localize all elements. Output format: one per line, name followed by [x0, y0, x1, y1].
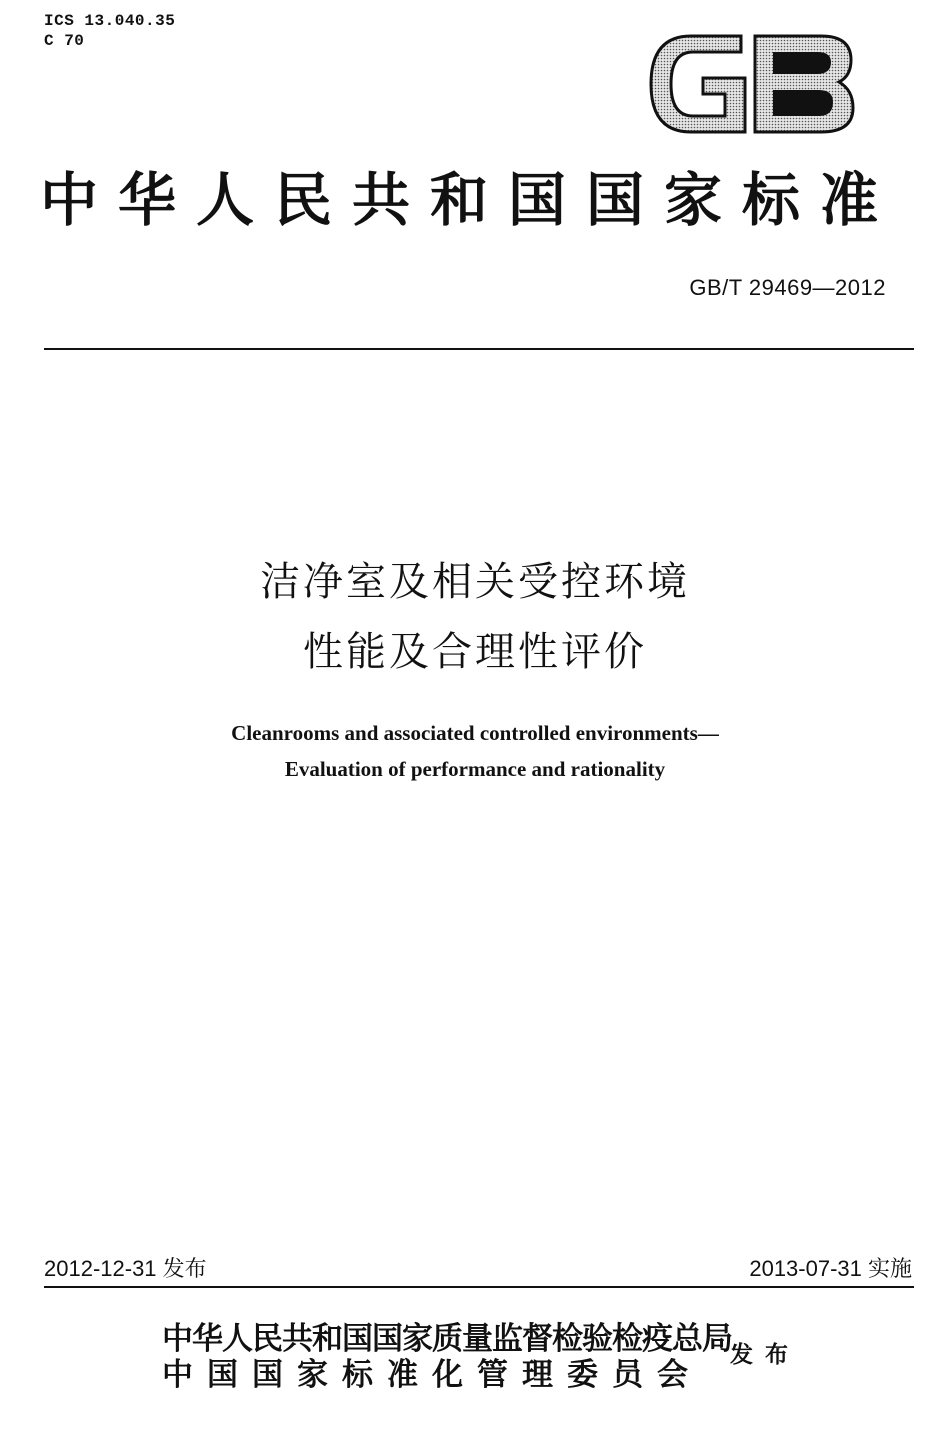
gb-logo-text: GB: [645, 30, 647, 31]
title-en-line2: Evaluation of performance and rationality: [284, 757, 666, 781]
national-standard-title: 中华人民共和国国家标准: [40, 166, 899, 234]
footer-divider: [44, 1286, 914, 1288]
standard-number: GB/T 29469—2012: [689, 275, 886, 300]
title-cn-line1: 洁净室及相关受控环境: [260, 559, 690, 605]
title-en-line1: Cleanrooms and associated controlled environments—: [231, 721, 719, 745]
issuer-line2: 中国国家标准化管理委员会: [162, 1357, 702, 1393]
gb-logo: [645, 30, 857, 138]
header-divider: [44, 348, 914, 350]
publish-label: 发布: [730, 1342, 800, 1368]
title-cn-line2: 性能及合理性评价: [303, 629, 647, 675]
issue-date: 2012-12-31 发布: [44, 1256, 207, 1281]
ics-code: ICS 13.040.35: [44, 12, 176, 30]
implementation-date: 2013-07-31 实施: [749, 1256, 912, 1281]
ccs-code: C 70: [44, 32, 85, 50]
issuer-line1: 中华人民共和国国家质量监督检验检疫总局: [162, 1321, 732, 1357]
